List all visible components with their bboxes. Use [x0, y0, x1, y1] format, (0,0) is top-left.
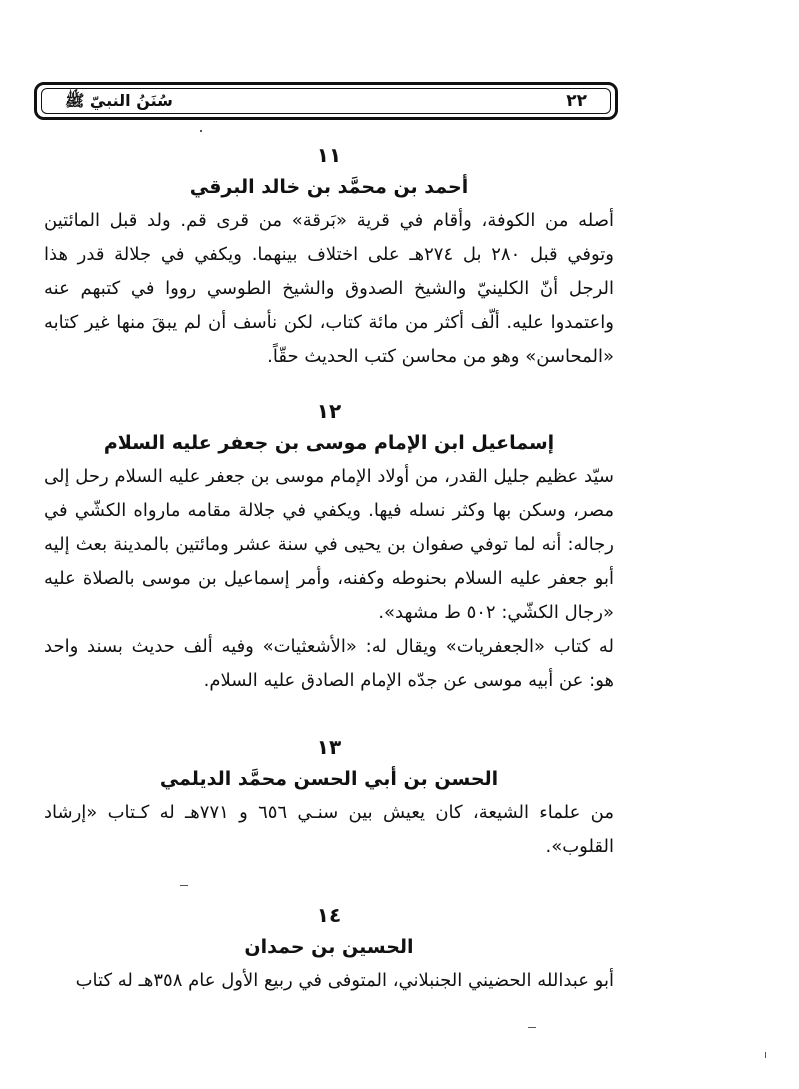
entry-title: إسماعيل ابن الإمام موسى بن جعفر عليه السلام — [103, 432, 555, 454]
entry-paragraph: أصله من الكوفة، وأقام في قرية «بَرقة» من قرى قم. ولد قبل المائتين وتوفي قبل ٢٨٠ بل ٢٧٤هـ على اختلاف بينهما. ويكفي في جلالة قدر هذا الرجل أنّ الكلينيّ والشيخ الصدوق والشيخ الطوسي رووا في كتبهم عنه واعتمدوا عليه. ألّف أكثر من مائة كتاب، لكن نأسف أن لم يبقَ منها غير كتابه «المحاسن» وهو من محاسن كتب الحديث حقّاً. — [44, 210, 614, 367]
entry-title: الحسين بن حمدان — [244, 936, 414, 958]
entry-paragraph: له كتاب «الجعفريات» ويقال له: «الأشعثيات» وفيه ألف حديث بسند واحد هو: عن أبيه موسى عن جدّه الإمام الصادق عليه السلام. — [44, 636, 614, 691]
entry-13 — [44, 732, 614, 864]
page-number: ٢٢ — [566, 91, 587, 111]
entry-title: الحسن بن أبي الحسن محمَّد الديلمي — [159, 768, 499, 790]
scan-speck — [200, 130, 202, 132]
entry-number: ١٣ — [316, 735, 342, 759]
entry-paragraph: سيّد عظيم جليل القدر، من أولاد الإمام موسى بن جعفر عليه السلام رحل إلى مصر، وسكن بها وكثر نسله فيها. ويكفي في جلالة مقامه مارواه الكشّي في رجاله: أنه لما توفي صفوان بن يحيى في سنة عشر ومائتين بالمدينة بعث إليه أبو جعفر عليه السلام بحنوطه وكفنه، وأمر إسماعيل بن موسى بالصلاة عليه «رجال الكشّي: ٥٠٢ ط مشهد». — [44, 466, 614, 623]
entry-14 — [44, 900, 614, 998]
scan-speck — [765, 1052, 766, 1058]
entry-number: ١١ — [316, 143, 342, 167]
book-title: سُنَنُ النبيّ ﷺ — [65, 91, 173, 110]
entry-number: ١٢ — [316, 399, 342, 423]
running-header — [34, 82, 618, 120]
scan-speck — [180, 885, 188, 886]
entry-paragraph: أبو عبدالله الحضيني الجنبلاني، المتوفى في ربيع الأول عام ٣٥٨هـ له كتاب — [75, 970, 614, 991]
entry-title: أحمد بن محمَّد بن خالد البرقي — [189, 176, 469, 198]
entry-number: ١٤ — [316, 903, 342, 927]
entry-11 — [44, 140, 614, 374]
entry-paragraph: من علماء الشيعة، كان يعيش بين سنـي ٦٥٦ و ٧٧١هـ له كـتاب «إرشاد القلوب». — [44, 802, 615, 857]
scan-speck — [528, 1027, 536, 1028]
entry-12 — [44, 396, 614, 698]
